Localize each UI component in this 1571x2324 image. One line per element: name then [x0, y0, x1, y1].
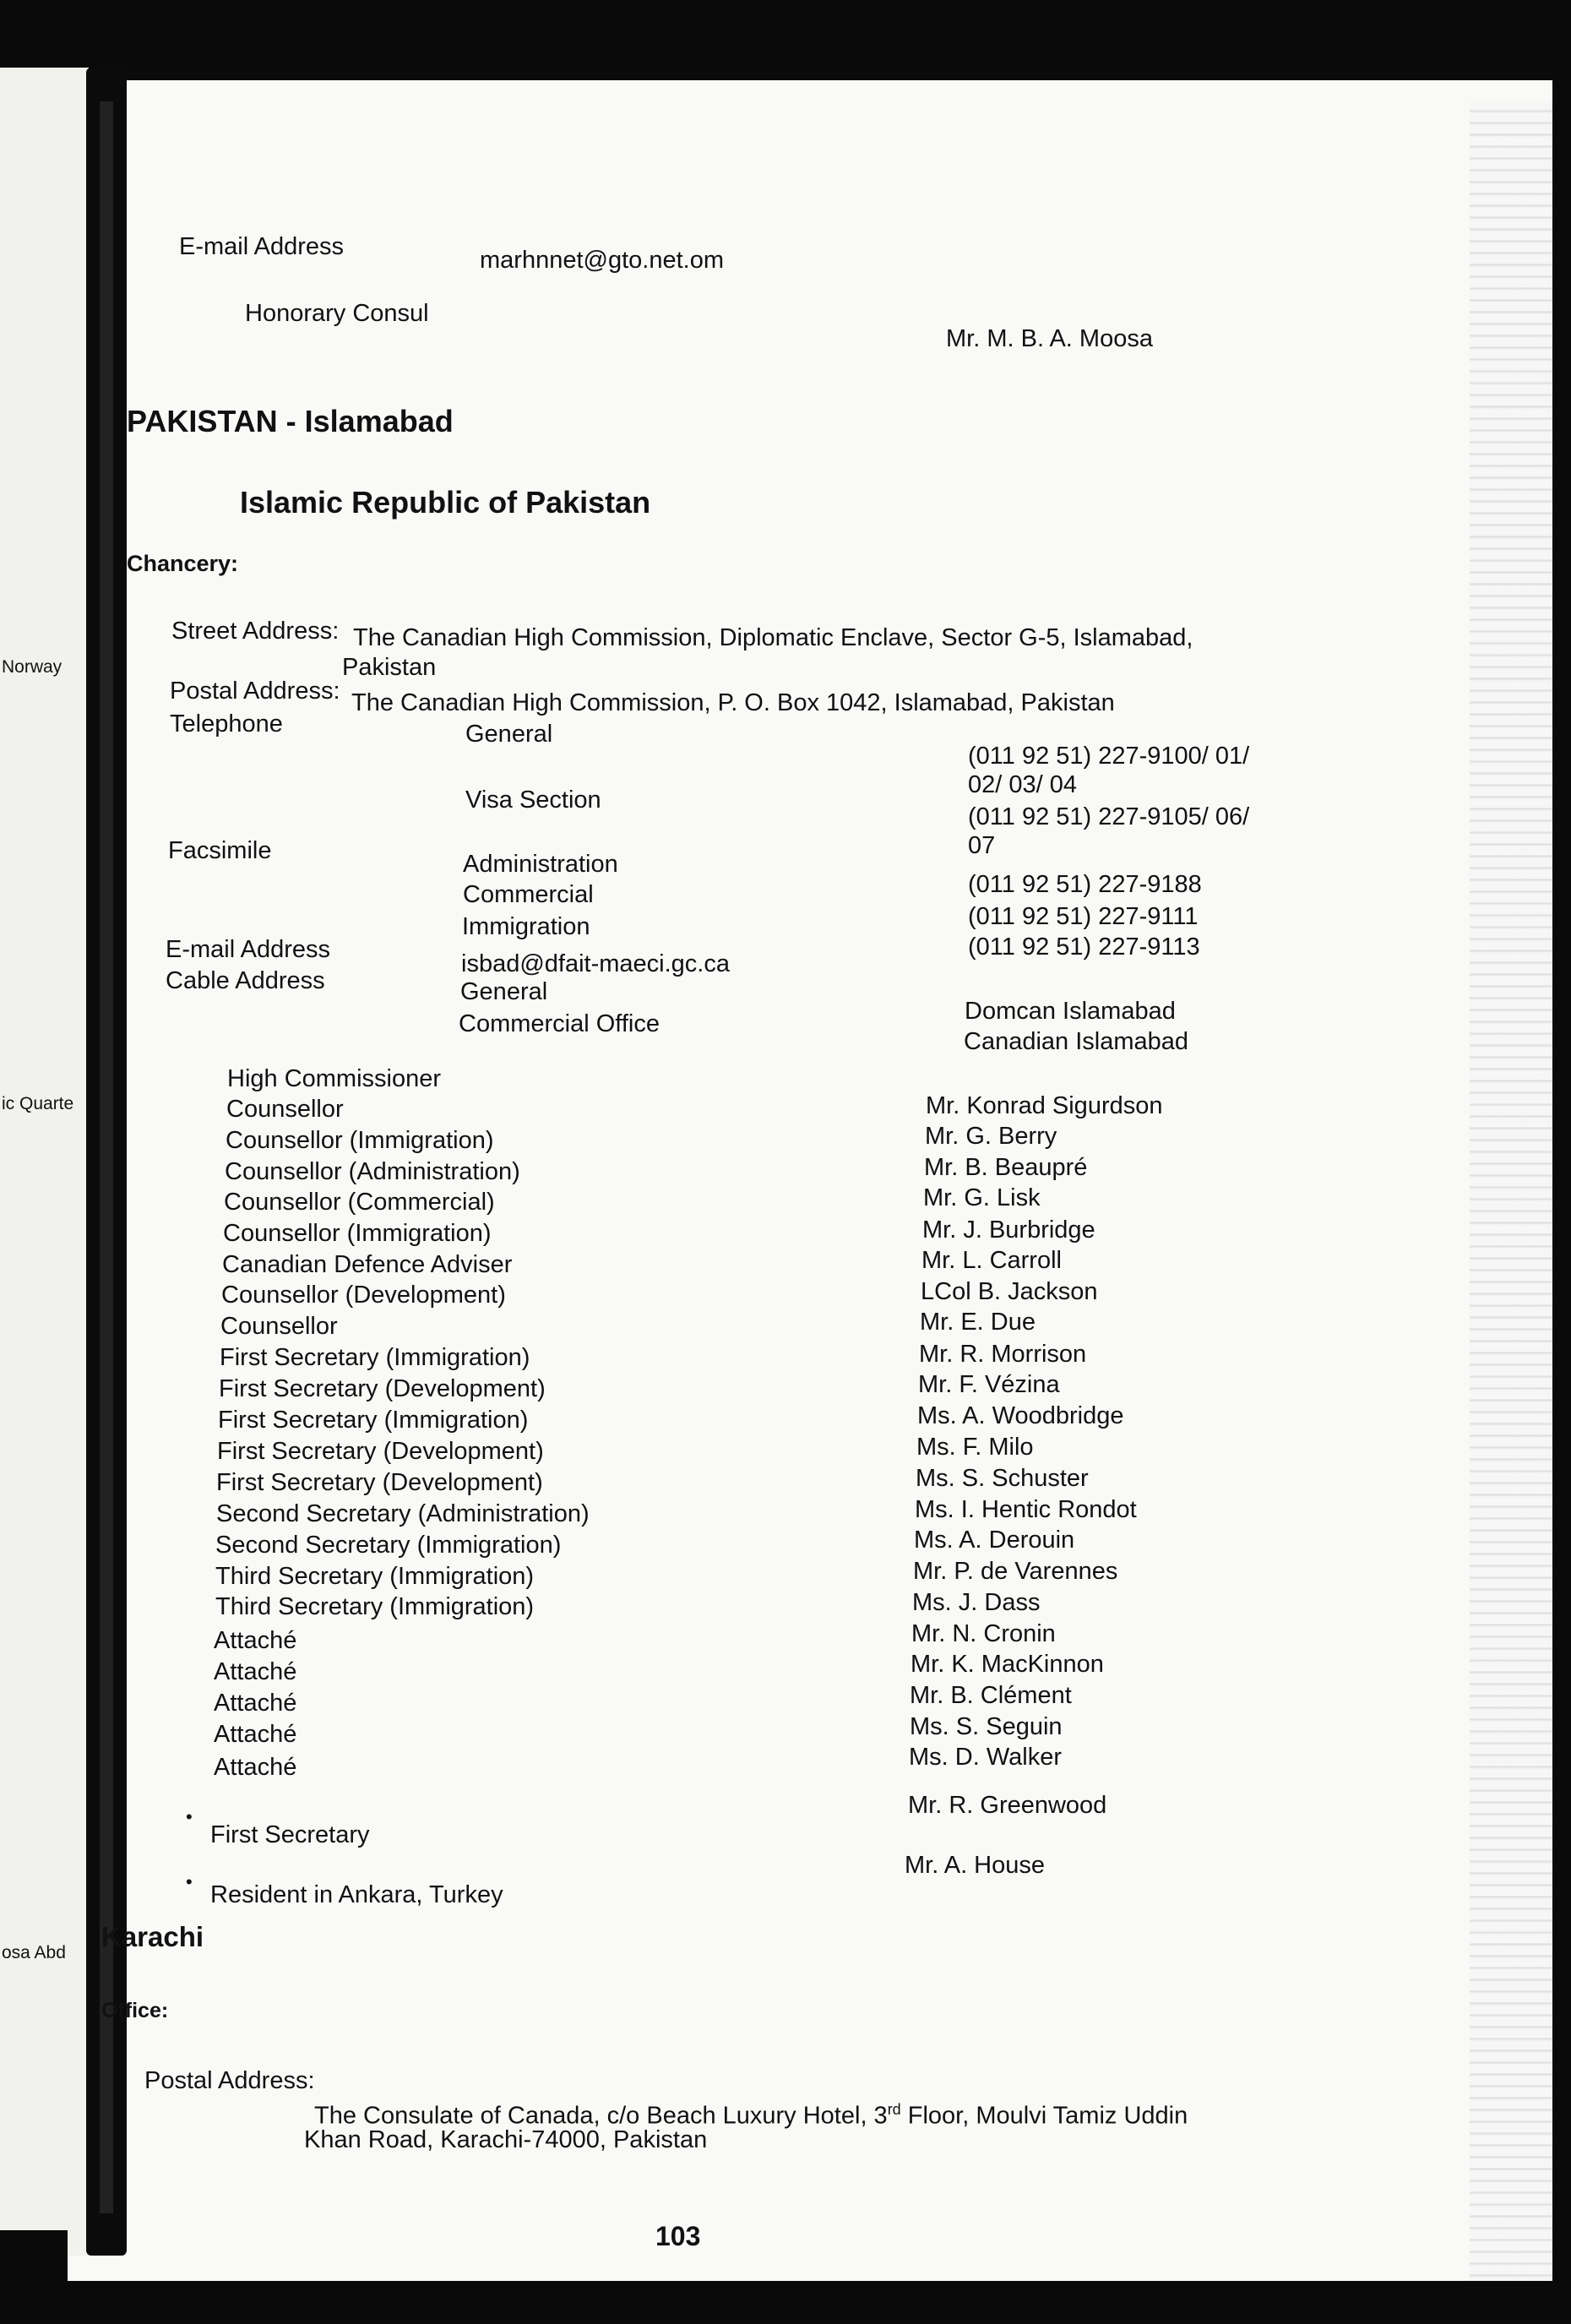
tel-general-label: General	[465, 721, 553, 748]
staff-title: Canadian Defence Adviser	[222, 1251, 513, 1278]
city-heading: Karachi	[101, 1921, 204, 1952]
staff-title: Second Secretary (Administration)	[216, 1500, 590, 1527]
staff-name: Mr. R. Greenwood	[908, 1792, 1107, 1819]
staff-title: Attaché	[214, 1658, 297, 1685]
tel-visa-number-cont: 07	[968, 832, 996, 859]
scan-top-shadow	[0, 0, 1571, 80]
street-address-line2: Pakistan	[342, 654, 437, 681]
staff-title: Counsellor	[220, 1313, 338, 1340]
staff-title: Third Secretary (Immigration)	[215, 1593, 535, 1620]
staff-name: Mr. J. Burbridge	[922, 1216, 1095, 1244]
tel-visa-label: Visa Section	[465, 786, 601, 814]
staff-name: Ms. S. Seguin	[910, 1713, 1063, 1740]
staff-title: First Secretary (Development)	[216, 1469, 543, 1496]
fax-administration-number: (011 92 51) 227-9188	[968, 871, 1202, 898]
footnote-note: Resident in Ankara, Turkey	[210, 1881, 503, 1908]
honorary-consul-label: Honorary Consul	[245, 300, 429, 327]
staff-name: Mr. E. Due	[920, 1309, 1036, 1336]
country-heading: PAKISTAN - Islamabad	[127, 404, 454, 438]
page-number: 103	[655, 2221, 701, 2251]
staff-name: LCol B. Jackson	[921, 1278, 1098, 1305]
fax-commercial-number: (011 92 51) 227-9111	[968, 903, 1199, 930]
staff-name: Mr. Konrad Sigurdson	[926, 1092, 1163, 1119]
staff-title: First Secretary (Development)	[217, 1438, 544, 1465]
margin-fragment: ic Quarte	[2, 1094, 74, 1113]
bullet-icon: •	[186, 1871, 193, 1892]
staff-name: Mr. B. Beaupré	[924, 1154, 1088, 1181]
staff-title: Third Secretary (Immigration)	[215, 1563, 535, 1590]
cable-address-label: Cable Address	[166, 967, 325, 994]
scan-right-shadow	[1552, 68, 1571, 2281]
email-label: E-mail Address	[179, 233, 345, 260]
fax-immigration-number: (011 92 51) 227-9113	[968, 933, 1200, 961]
email-value: marhnnet@gto.net.om	[480, 247, 724, 274]
staff-name: Ms. I. Hentic Rondot	[915, 1496, 1137, 1523]
fax-commercial-label: Commercial	[463, 881, 594, 908]
staff-title: Attaché	[214, 1721, 297, 1748]
staff-name: Ms. D. Walker	[909, 1744, 1062, 1771]
staff-name: Mr. P. de Varennes	[913, 1558, 1118, 1585]
tel-general-number: (011 92 51) 227-9100/ 01/	[968, 743, 1250, 770]
staff-name: Ms. S. Schuster	[916, 1465, 1089, 1492]
email-label: E-mail Address	[166, 936, 331, 963]
country-subheading: Islamic Republic of Pakistan	[240, 485, 651, 520]
cable-commercial-value: Canadian Islamabad	[964, 1028, 1189, 1055]
footnote-staff-title: First Secretary	[210, 1821, 370, 1848]
tel-visa-number: (011 92 51) 227-9105/ 06/	[968, 803, 1250, 830]
staff-name: Mr. R. Morrison	[919, 1341, 1087, 1368]
street-address-line1: The Canadian High Commission, Diplomatic Enclave, Sector G-5, Islamabad,	[353, 624, 1193, 651]
staff-title: First Secretary (Development)	[219, 1375, 546, 1402]
telephone-label: Telephone	[170, 710, 283, 737]
staff-title: High Commissioner	[227, 1065, 442, 1092]
postal-address-label: Postal Address:	[170, 678, 340, 705]
cable-commercial-label: Commercial Office	[459, 1010, 660, 1037]
margin-fragment: Norway	[2, 657, 63, 677]
cable-general-value: Domcan Islamabad	[965, 998, 1176, 1025]
postal-address-label: Postal Address:	[144, 2067, 315, 2094]
fax-administration-label: Administration	[463, 851, 618, 878]
staff-name: Ms. F. Milo	[916, 1434, 1034, 1461]
chancery-label: Chancery:	[127, 551, 239, 576]
staff-title: Counsellor (Immigration)	[226, 1127, 494, 1154]
staff-name: Ms. A. Woodbridge	[917, 1402, 1124, 1429]
staff-name: Mr. K. MacKinnon	[911, 1651, 1104, 1678]
staff-name: Mr. F. Vézina	[918, 1371, 1060, 1398]
staff-title: First Secretary (Immigration)	[220, 1344, 530, 1371]
staff-title: Counsellor (Immigration)	[223, 1220, 492, 1247]
staff-name: Mr. B. Clément	[910, 1682, 1072, 1709]
office-label: Office:	[101, 1999, 169, 2022]
postal-address-value: The Canadian High Commission, P. O. Box 1042, Islamabad, Pakistan	[351, 689, 1115, 716]
staff-title: Counsellor (Administration)	[225, 1158, 520, 1185]
scan-bottom-shadow	[0, 2281, 1571, 2324]
staff-title: Counsellor (Development)	[221, 1282, 506, 1309]
staff-name: Mr. L. Carroll	[921, 1247, 1062, 1274]
staff-name: Ms. J. Dass	[912, 1589, 1041, 1616]
facing-page-edge	[0, 68, 89, 2256]
staff-title: Attaché	[214, 1690, 297, 1717]
footnote-staff-name: Mr. A. House	[905, 1852, 1046, 1879]
staff-title: First Secretary (Immigration)	[218, 1407, 529, 1434]
staff-title: Attaché	[214, 1754, 297, 1781]
margin-fragment: osa Abd	[2, 1943, 66, 1962]
staff-name: Mr. N. Cronin	[911, 1620, 1056, 1647]
bullet-icon: •	[186, 1806, 193, 1827]
staff-name: Ms. A. Derouin	[914, 1527, 1075, 1554]
honorary-consul-name: Mr. M. B. A. Moosa	[946, 325, 1153, 352]
karachi-postal-line1: The Consulate of Canada, c/o Beach Luxury Hotel, 3rd Floor, Moulvi Tamiz Uddin	[314, 2101, 1188, 2130]
staff-title: Second Secretary (Immigration)	[215, 1532, 562, 1559]
street-address-label: Street Address:	[171, 618, 340, 645]
karachi-postal-line2: Khan Road, Karachi-74000, Pakistan	[304, 2126, 708, 2153]
email-value: isbad@dfait-maeci.gc.ca	[461, 950, 730, 977]
staff-name: Mr. G. Berry	[925, 1123, 1057, 1150]
staff-title: Attaché	[214, 1627, 297, 1654]
binding-gutter	[100, 101, 113, 2213]
tel-general-number-cont: 02/ 03/ 04	[968, 771, 1077, 798]
staff-title: Counsellor	[226, 1096, 344, 1123]
staff-title: Counsellor (Commercial)	[224, 1189, 495, 1216]
facsimile-label: Facsimile	[168, 837, 272, 864]
staff-name: Mr. G. Lisk	[923, 1184, 1041, 1211]
fax-immigration-label: Immigration	[462, 913, 590, 940]
cable-general-label: General	[460, 978, 548, 1005]
